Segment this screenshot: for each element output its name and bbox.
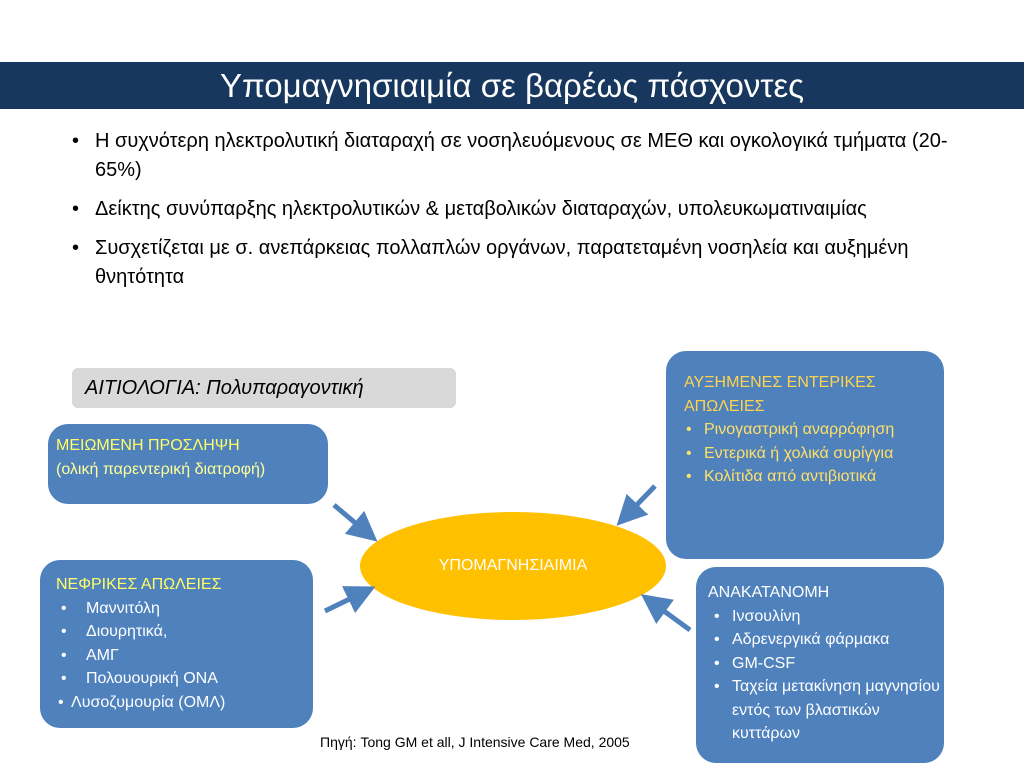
etiology-label: ΑΙΤΙΟΛΟΓΙΑ: Πολυπαραγοντική bbox=[72, 368, 456, 408]
redistribution-heading: ΑΝΑΚΑΤΑΝΟΜΗ bbox=[708, 584, 830, 601]
list-item: • Ινσουλίνη bbox=[708, 605, 944, 629]
arrow-intake-icon bbox=[334, 505, 366, 532]
arrow-renal-icon bbox=[325, 593, 362, 611]
center-ellipse: ΥΠΟΜΑΓΝΗΣΙΑΙΜΙΑ bbox=[360, 512, 666, 620]
list-item: • ΑΜΓ bbox=[56, 644, 313, 668]
gi-losses-heading-2: ΑΠΩΛΕΙΕΣ bbox=[684, 397, 765, 415]
reduced-intake-sub: (ολική παρεντερική διατροφή) bbox=[56, 460, 266, 478]
list-item: • GM-CSF bbox=[708, 652, 944, 676]
list-item: • Λυσοζυμουρία (ΟΜΛ) bbox=[56, 691, 313, 715]
gi-losses-heading-1: ΑΥΞΗΜΕΝΕΣ ΕΝΤΕΡΙΚΕΣ bbox=[684, 374, 876, 391]
slide-title: Υπομαγνησιαιμία σε βαρέως πάσχοντες bbox=[0, 62, 1024, 109]
list-item: • Διουρητικά, bbox=[56, 620, 313, 644]
list-item: • Ρινογαστρική αναρρόφηση bbox=[684, 418, 944, 442]
list-item: • Κολίτιδα από αντιβιοτικά bbox=[684, 465, 944, 489]
arrow-gi-icon bbox=[627, 486, 655, 515]
bullet-item: • Η συχνότερη ηλεκτρολυτική διαταραχή σε νοσηλευόμενους σε ΜΕΘ και ογκολογικά τμήματα (20-65%) bbox=[70, 127, 970, 185]
list-item: • Μαννιτόλη bbox=[56, 597, 313, 621]
list-item: • Πολουουρική ΟΝΑ bbox=[56, 667, 313, 691]
list-item: • Εντερικά ή χολικά συρίγγια bbox=[684, 442, 944, 466]
bullet-item: • Δείκτης συνύπαρξης ηλεκτρολυτικών & μεταβολικών διαταραχών, υπολευκωματιναιμίας bbox=[70, 195, 970, 224]
source-citation: Πηγή: Tong GM et all, J Intensive Care Med, 2005 bbox=[320, 734, 630, 750]
renal-losses-heading: ΝΕΦΡΙΚΕΣ ΑΠΩΛΕΙΕΣ bbox=[56, 576, 222, 593]
list-item: • Ταχεία μετακίνηση μαγνησίου εντός των βλαστικών κυττάρων bbox=[708, 675, 944, 746]
bullet-item: • Συσχετίζεται με σ. ανεπάρκειας πολλαπλών οργάνων, παρατεταμένη νοσηλεία και αυξημένη θνητότητα bbox=[70, 234, 970, 292]
arrow-redistribution-icon bbox=[653, 603, 690, 630]
reduced-intake-heading: ΜΕΙΩΜΕΝΗ ΠΡΟΣΛΗΨΗ bbox=[56, 437, 240, 454]
list-item: • Αδρενεργικά φάρμακα bbox=[708, 628, 944, 652]
